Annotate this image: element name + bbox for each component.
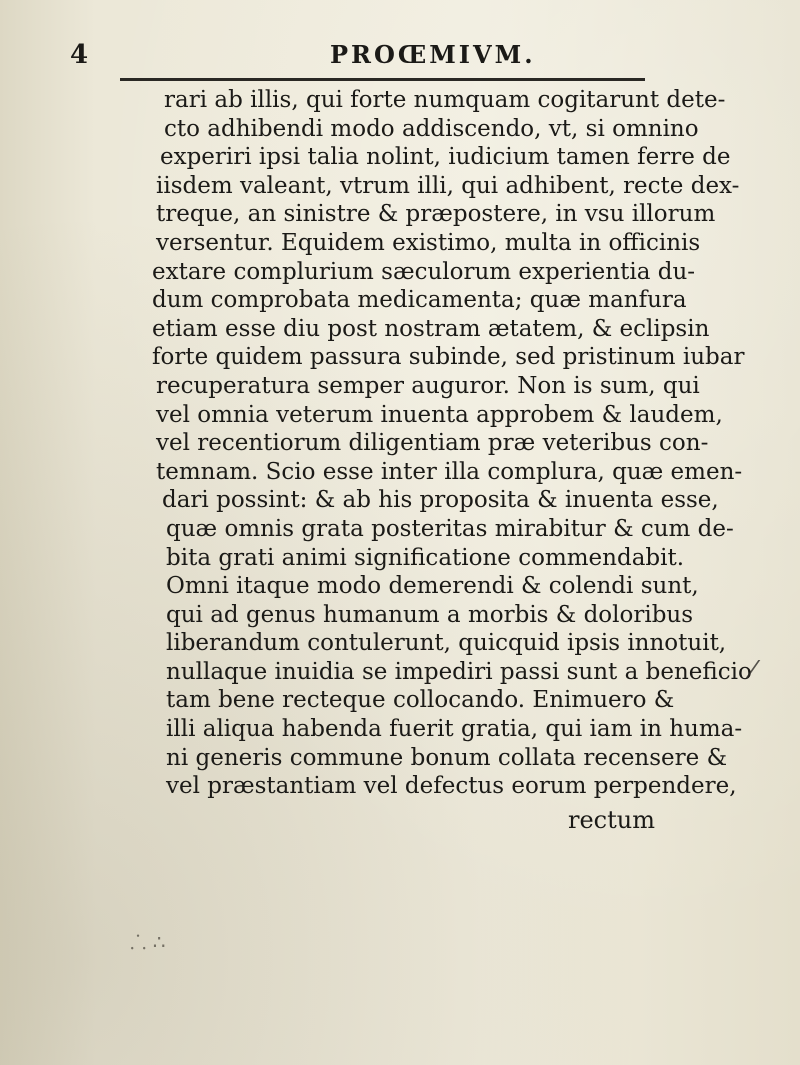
catchword: rectum	[568, 806, 655, 834]
text-line: temnam. Scio esse inter illa complura, quæ emen-	[156, 458, 743, 485]
ink-smudge: ⸫ ∴	[130, 930, 166, 954]
text-line: tam bene recteque collocando. Enimuero &	[166, 687, 675, 714]
page-header	[70, 38, 670, 74]
page-number: 4	[70, 40, 90, 70]
text-line: cto adhibendi modo addiscendo, vt, si omnino	[164, 115, 699, 142]
text-line: etiam esse diu post nostram ætatem, & eclipsin	[152, 315, 710, 342]
text-line: ni generis commune bonum collata recensere &	[166, 744, 728, 771]
text-line: experiri ipsi talia nolint, iudicium tamen ferre de	[160, 144, 731, 171]
text-line: versentur. Equidem existimo, multa in officinis	[156, 229, 701, 256]
text-line: qui ad genus humanum a morbis & doloribus	[166, 601, 694, 628]
text-line: nullaque inuidia se impediri passi sunt a beneficio	[166, 658, 752, 685]
text-line: quæ omnis grata posteritas mirabitur & cum de-	[166, 515, 734, 542]
text-line: extare complurium sæculorum experientia du-	[152, 258, 696, 285]
text-line: liberandum contulerunt, quicquid ipsis innotuit,	[166, 630, 727, 657]
text-line: dari possint: & ab his proposita & inuenta esse,	[162, 487, 719, 514]
text-line: forte quidem passura subinde, sed pristinum iubar	[152, 344, 745, 371]
running-head: PROŒMIVM.	[330, 40, 536, 69]
text-line: vel præstantiam vel defectus eorum perpendere,	[166, 773, 737, 800]
body-text	[152, 86, 752, 801]
text-line: vel omnia veterum inuenta approbem & laudem,	[156, 401, 723, 428]
text-line: illi aliqua habenda fuerit gratia, qui iam in huma-	[166, 716, 743, 743]
header-rule	[120, 78, 645, 81]
text-line: iisdem valeant, vtrum illi, qui adhibent, recte dex-	[156, 172, 740, 199]
text-line: Omni itaque modo demerendi & colendi sunt,	[166, 573, 699, 600]
text-line: treque, an sinistre & præpostere, in vsu illorum	[156, 201, 716, 228]
text-line: dum comprobata medicamenta; quæ manfura	[152, 287, 687, 314]
text-line: rari ab illis, qui forte numquam cogitarunt dete-	[164, 87, 726, 113]
text-line: bita grati animi significatione commendabit.	[166, 544, 685, 571]
text-line: vel recentiorum diligentiam præ veteribus con-	[156, 430, 709, 457]
text-line: recuperatura semper auguror. Non is sum, qui	[156, 372, 700, 399]
